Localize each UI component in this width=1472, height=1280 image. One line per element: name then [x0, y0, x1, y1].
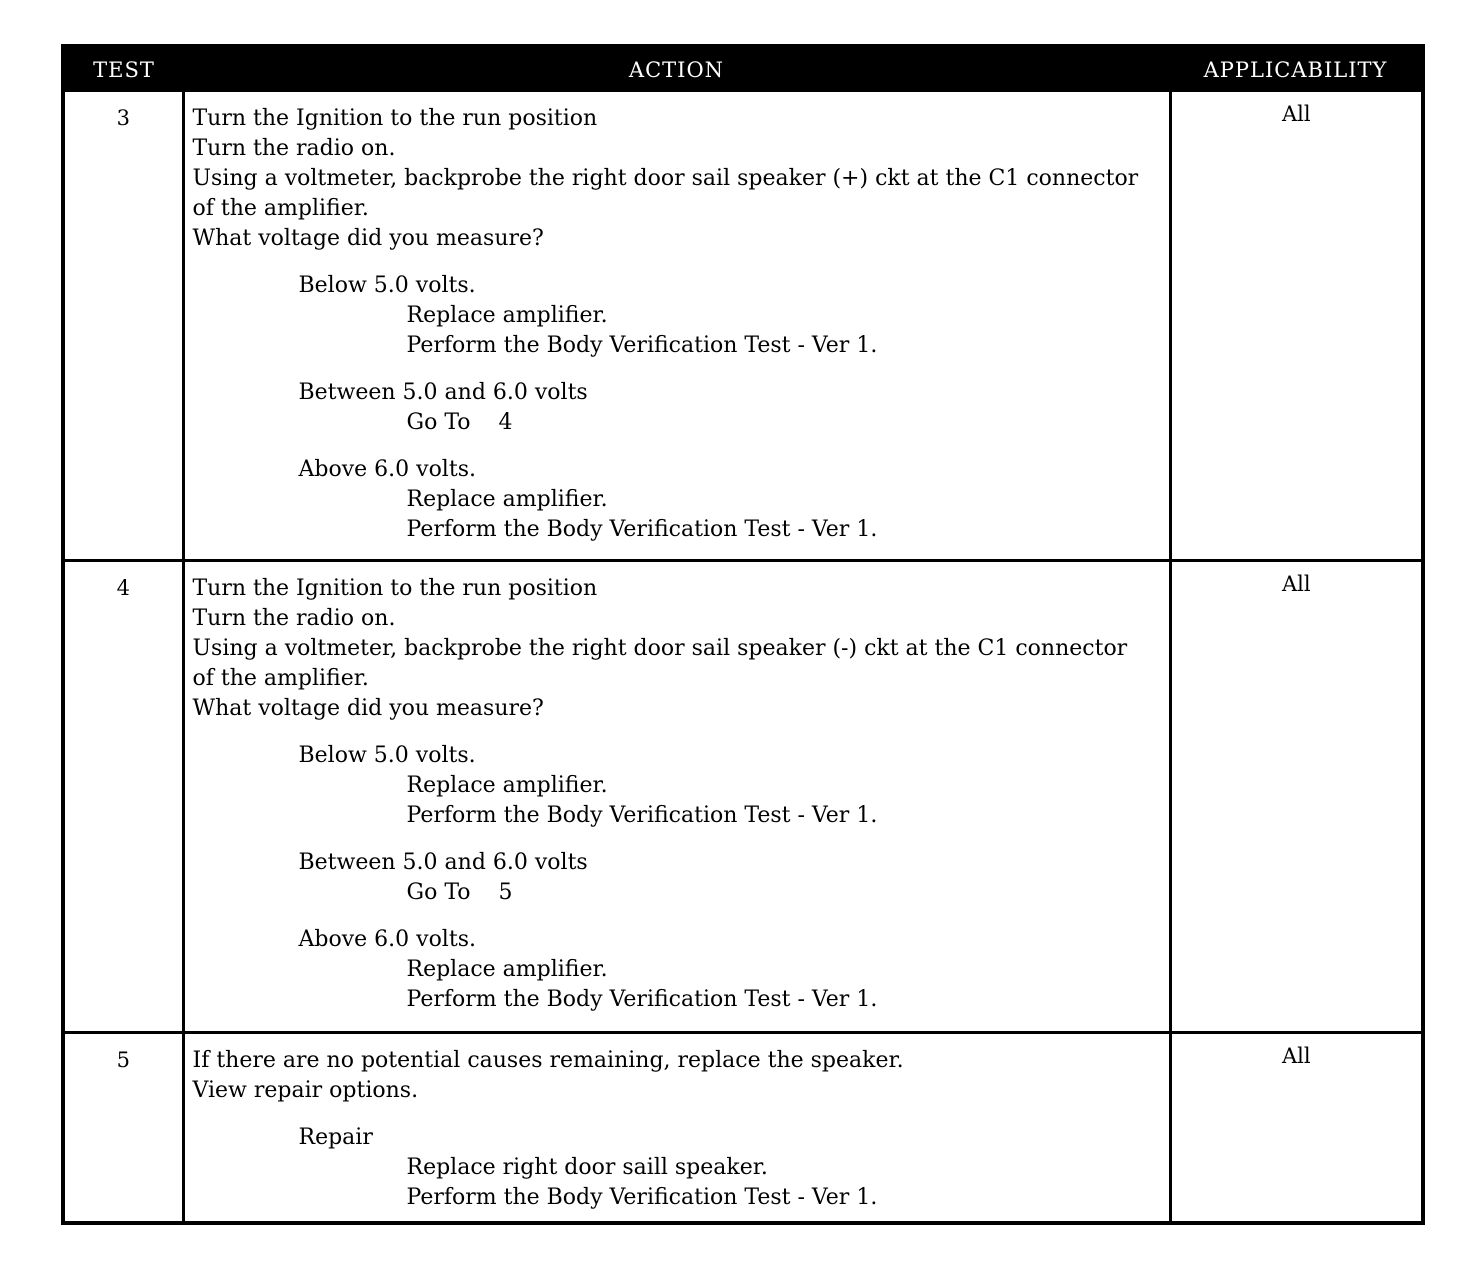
table-header-row: [65, 48, 1421, 92]
option-label: Below 5.0 volts.: [298, 742, 476, 768]
diagnostic-table: [65, 48, 1421, 1222]
option-block: [193, 1123, 1163, 1213]
step-text: Turn the radio on.: [192, 605, 396, 631]
option-label: Above 6.0 volts.: [298, 926, 476, 952]
action-cell: [183, 1032, 1170, 1222]
option-block: [193, 378, 1163, 438]
step-text: Turn the radio on.: [192, 136, 396, 161]
option-block: [193, 848, 1163, 908]
applicability-value: All: [1281, 102, 1311, 126]
result-text: Replace amplifier.: [406, 956, 608, 982]
step-text: of the amplifier.: [192, 665, 369, 691]
applicability-value: All: [1170, 560, 1421, 1032]
option-label: Below 5.0 volts.: [298, 273, 476, 298]
option-block: [193, 925, 1163, 1015]
table-row-test-4: [65, 560, 1421, 1032]
result-text: Replace amplifier.: [406, 487, 608, 512]
step-text: Turn the Ignition to the run position: [192, 106, 598, 131]
header-action: ACTION: [183, 48, 1170, 92]
result-text: Replace amplifier.: [406, 772, 608, 798]
result-text: Perform the Body Verification Test - Ver 1.: [406, 517, 878, 542]
test-number: 3: [65, 92, 183, 560]
action-cell: [183, 92, 1170, 560]
test-number: 4: [65, 560, 183, 1032]
step-text: of the amplifier.: [192, 196, 369, 221]
result-text: Perform the Body Verification Test - Ver 1.: [406, 333, 878, 358]
goto-label: Go To: [406, 879, 471, 905]
option-block: [193, 271, 1163, 361]
action-cell: [183, 560, 1170, 1032]
result-text: Replace right door saill speaker.: [406, 1154, 768, 1180]
goto-target: 5: [498, 879, 513, 905]
option-label: Above 6.0 volts.: [298, 457, 476, 482]
result-text: Perform the Body Verification Test - Ver 1.: [406, 1184, 878, 1210]
step-text: Turn the Ignition to the run position: [192, 575, 598, 601]
step-text: Using a voltmeter, backprobe the right door sail speaker (-) ckt at the C1 connector: [192, 635, 1128, 661]
table-row-test-5: [65, 1032, 1421, 1222]
header-applicability: APPLICABILITY: [1170, 48, 1421, 92]
goto-target: 4: [498, 410, 513, 435]
goto-line: [299, 408, 1163, 438]
result-text: Replace amplifier.: [406, 303, 608, 328]
step-text: If there are no potential causes remaining, replace the speaker.: [192, 1047, 904, 1073]
step-text: What voltage did you measure?: [192, 226, 544, 251]
diagnostic-table-frame: [61, 44, 1425, 1225]
option-block: [193, 741, 1163, 831]
table-row-test-3: [65, 92, 1421, 560]
option-label: Repair: [298, 1124, 373, 1150]
header-test: TEST: [65, 48, 183, 92]
step-text: View repair options.: [192, 1077, 419, 1103]
goto-line: [299, 878, 1163, 908]
result-text: Perform the Body Verification Test - Ver 1.: [406, 986, 878, 1012]
step-text: Using a voltmeter, backprobe the right door sail speaker (+) ckt at the C1 connector: [192, 166, 1139, 191]
option-label: Between 5.0 and 6.0 volts: [298, 380, 588, 405]
option-label: Between 5.0 and 6.0 volts: [298, 849, 588, 875]
step-text: What voltage did you measure?: [192, 695, 544, 721]
goto-label: Go To: [406, 410, 471, 435]
applicability-value: All: [1170, 1032, 1421, 1222]
test-number: 5: [65, 1032, 183, 1222]
result-text: Perform the Body Verification Test - Ver 1.: [406, 802, 878, 828]
option-block: [193, 455, 1163, 545]
